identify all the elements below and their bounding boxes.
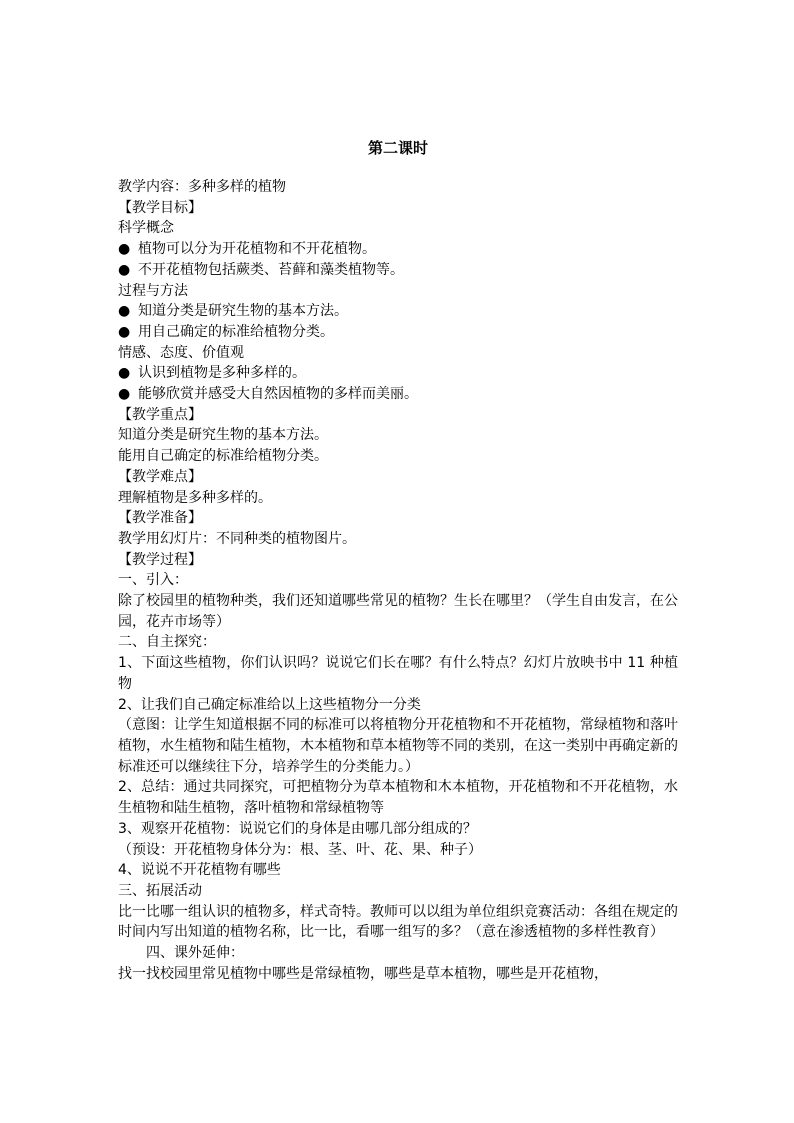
attitude-item: [118, 363, 678, 384]
process-method-heading: 过程与方法: [118, 282, 188, 299]
bullet-text: 不开花植物包括蕨类、苔藓和藻类植物等。: [138, 261, 404, 278]
observe-text: 3、观察开花植物：说说它们的身体是由哪几部分组成的？: [118, 820, 477, 837]
outside-text: 找一找校园里常见植物中哪些是常绿植物，哪些是草本植物，哪些是开花植物，: [118, 965, 608, 982]
extend-heading: 三、拓展活动: [118, 882, 202, 899]
extend-text: 比一比哪一组认识的植物多，样式奇特。教师可以以组为单位组织竞赛活动：各组在规定的时间内写出知道的植物名称，比一比，看哪一组写的多？（意在渗透植物的多样性教育）: [118, 903, 678, 941]
explore-step-2: 2、让我们自己确定标准给以上这些植物分一分类: [118, 696, 421, 713]
document-page: [118, 137, 678, 984]
difficulty-text: 理解植物是多种多样的。: [118, 489, 272, 506]
explore-step-2-note: （意图：让学生知道根据不同的标准可以将植物分开花植物和不开花植物，常绿植物和落叶植物，水生植物和陆生植物，木本植物和草本植物等不同的类别，在这一类别中再确定新的标准还可以继续往下分，培养学生的分类能力。）: [118, 717, 678, 775]
summary-text: 2、总结：通过共同探究，可把植物分为草本植物和木本植物，开花植物和不开花植物，水生植物和陆生植物，落叶植物和常绿植物等: [118, 779, 678, 817]
outside-heading: 四、课外延伸：: [146, 945, 244, 962]
science-concept-heading: 科学概念: [118, 220, 174, 237]
bullet-icon: ●: [118, 303, 131, 320]
non-flowering-text: 4、说说不开花植物有哪些: [118, 862, 281, 879]
bullet-text: 植物可以分为开花植物和不开花植物。: [138, 241, 376, 258]
bullet-icon: ●: [118, 365, 131, 382]
science-concept-item: [118, 260, 678, 281]
bullet-icon: ●: [118, 241, 131, 258]
preparation-text: 教学用幻灯片：不同种类的植物图片。: [118, 530, 356, 547]
lesson-content: 教学内容：多种多样的植物: [118, 179, 286, 195]
bullet-icon: ●: [118, 323, 131, 340]
process-heading: 【教学过程】: [118, 551, 202, 568]
bullet-text: 能够欣赏并感受大自然因植物的多样而美丽。: [138, 386, 418, 403]
bullet-text: 用自己确定的标准给植物分类。: [138, 323, 334, 340]
attitude-item: [118, 384, 678, 405]
key-points-heading: 【教学重点】: [118, 406, 202, 423]
bullet-text: 认识到植物是多种多样的。: [138, 365, 306, 382]
bullet-icon: ●: [118, 386, 131, 403]
explore-heading: 二、自主探究：: [118, 634, 216, 651]
bullet-text: 知道分类是研究生物的基本方法。: [138, 303, 348, 320]
page-title: 第二课时: [367, 139, 428, 157]
key-point: 能用自己确定的标准给植物分类。: [118, 448, 328, 465]
bullet-icon: ●: [118, 261, 131, 278]
explore-step-1: 1、下面这些植物，你们认识吗？说说它们长在哪？有什么特点？幻灯片放映书中 11 种植物: [118, 655, 678, 692]
difficulty-heading: 【教学难点】: [118, 468, 202, 485]
process-method-item: [118, 301, 678, 322]
preparation-heading: 【教学准备】: [118, 510, 202, 527]
science-concept-item: [118, 239, 678, 260]
intro-heading: 一、引入：: [118, 572, 188, 589]
attitude-heading: 情感、态度、价值观: [118, 344, 244, 361]
intro-text: 除了校园里的植物种类，我们还知道哪些常见的植物？生长在哪里？（学生自由发言，在公园，花卉市场等）: [118, 593, 678, 630]
observe-note: （预设：开花植物身体分为：根、茎、叶、花、果、种子）: [118, 841, 482, 858]
goals-heading: 【教学目标】: [118, 199, 202, 216]
key-point: 知道分类是研究生物的基本方法。: [118, 427, 328, 444]
process-method-item: [118, 322, 678, 343]
